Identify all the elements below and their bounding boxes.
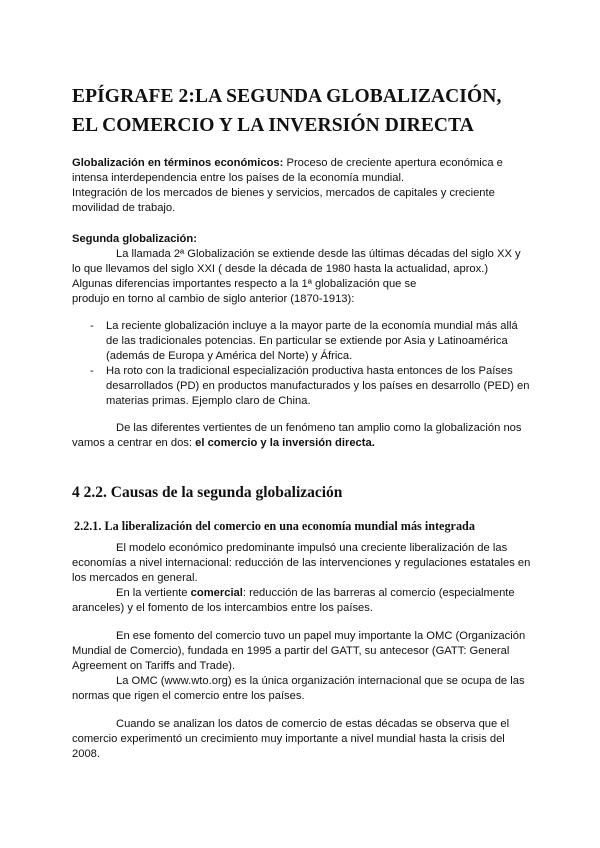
definition-paragraph-2: Integración de los mercados de bienes y servicios, mercados de capitales y creciente movilidad de trabajo. [72, 187, 495, 214]
section-p2-post: : reducción de las barreras al comercio (especialmente aranceles) y el fomento de los intercambios entre los países. [72, 587, 515, 614]
subsection-heading: 2.2.1. La liberalización del comercio en una economía mundial más integrada [74, 519, 475, 533]
section-heading: 4 2.2. Causas de la segunda globalización [72, 484, 343, 501]
segunda-paragraph-3 [72, 421, 532, 451]
definition-text: Proceso de creciente apertura económica e intensa interdependencia entre los países de la economía mundial. [72, 157, 503, 184]
section-p2-bold: comercial [190, 587, 243, 599]
list-item: - Ha roto con la tradicional especialización productiva hasta entonces de los Países desarrollados (PD) en productos manufacturados y los países en desarrollo (PED) en materias primas. Ejemplo claro de China. [72, 364, 532, 409]
section-body [72, 541, 532, 616]
section-p2-pre: En la vertiente [116, 587, 191, 599]
segunda-paragraph-2a: Algunas diferencias importantes respecto a la 1ª globalización que se [72, 278, 417, 290]
title-line-1: EPÍGRAFE 2:LA SEGUNDA GLOBALIZACIÓN, [72, 86, 502, 107]
segunda-paragraph-1: La llamada 2ª Globalización se extiende desde las últimas décadas del siglo XX y lo que llevamos del siglo XXI ( desde la década de 1980 hasta la actualidad, aprox.) [72, 248, 521, 275]
page-title [72, 82, 542, 140]
segunda-block [72, 232, 532, 307]
bullet-list [72, 319, 532, 409]
segunda-p3-bold: el comercio y la inversión directa. [195, 437, 375, 449]
section-paragraph-1: El modelo económico predominante impulsó una creciente liberalización de las economías a nivel internacional: reducción de las intervenciones y regulaciones estatales en los mercados en general. [72, 542, 531, 584]
title-line-2: EL COMERCIO Y LA INVERSIÓN DIRECTA [72, 115, 474, 136]
segunda-heading: Segunda globalización: [72, 233, 197, 245]
segunda-conclusion [72, 421, 532, 451]
list-item: - La reciente globalización incluye a la mayor parte de la economía mundial más allá de las tradicionales potencias. En particular se extiende por Asia y Latinoamérica (además de Europa y América del Norte) y África. [72, 319, 532, 364]
definition-paragraph [72, 156, 532, 186]
final-block [72, 717, 532, 762]
definition-label: Globalización en términos económicos: [72, 157, 284, 169]
segunda-paragraph-2b: produjo en torno al cambio de siglo anterior (1870-1913): [72, 293, 355, 305]
section-paragraph-3: En ese fomento del comercio tuvo un papel muy importante la OMC (Organización Mundial de Comercio), fundada en 1995 a partir del GATT, su antecesor (GATT: General Agreement on Tariffs and Trade). [72, 630, 526, 672]
section-paragraph-5: Cuando se analizan los datos de comercio de estas décadas se observa que el comercio experimentó un crecimiento muy importante a nivel mundial hasta la crisis del 2008. [72, 718, 510, 760]
omc-block [72, 629, 532, 704]
bullet-list-block [72, 319, 532, 409]
definition-block [72, 156, 532, 216]
section-paragraph-4: La OMC (www.wto.org) es la única organización internacional que se ocupa de las normas que rigen el comercio entre los países. [72, 675, 525, 702]
section-paragraph-2 [72, 586, 532, 616]
segunda-p3-text: De las diferentes vertientes de un fenómeno tan amplio como la globalización nos vamos a centrar en dos: [72, 422, 522, 449]
